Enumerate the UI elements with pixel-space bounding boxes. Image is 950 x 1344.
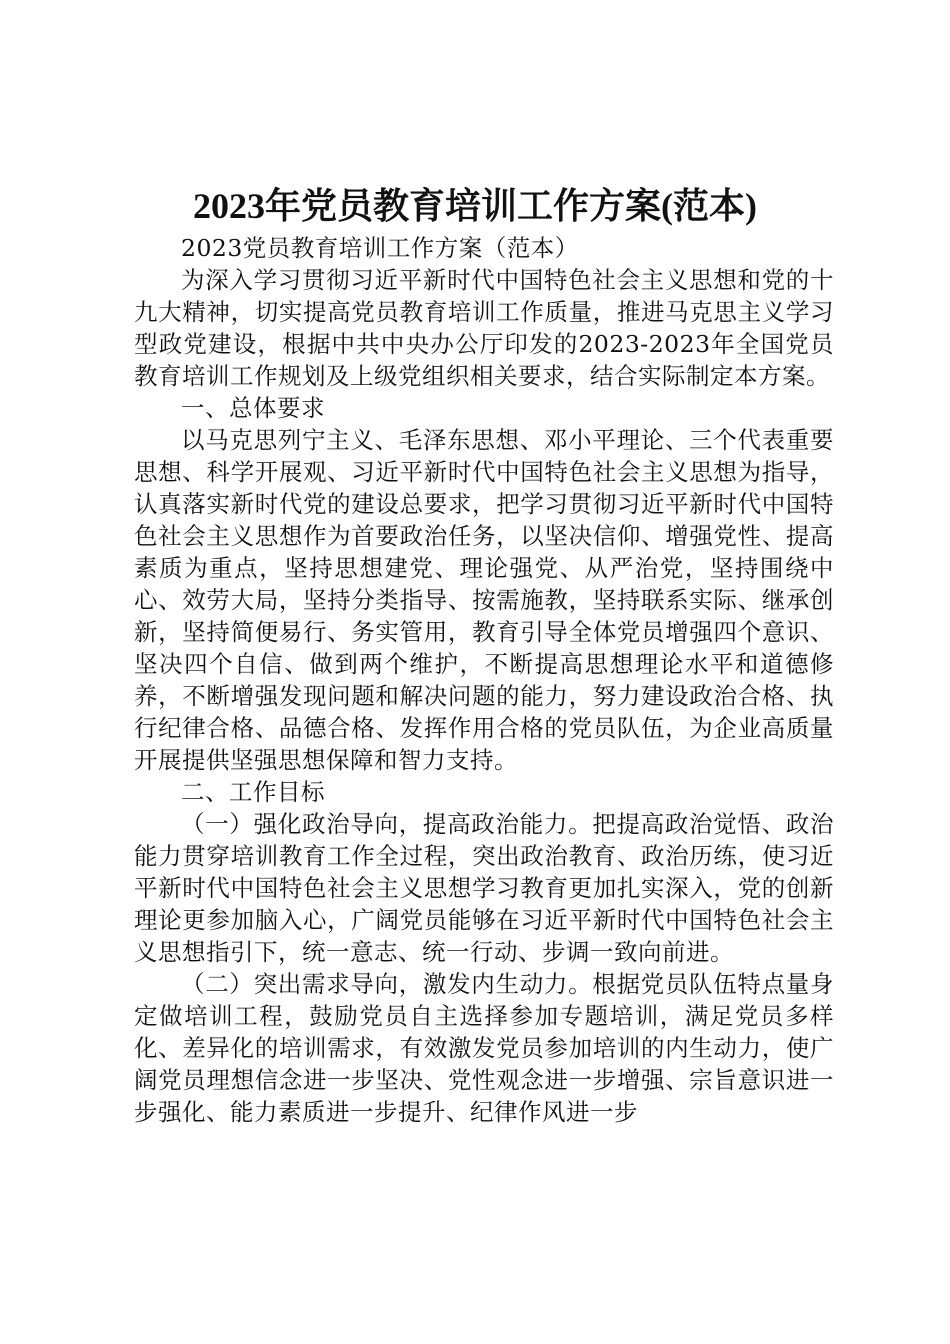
document-title: 2023年党员教育培训工作方案(范本): [193, 186, 757, 226]
goal-2-paragraph: （二）突出需求导向，激发内生动力。根据党员队伍特点量身定做培训工程，鼓励党员自主选择参加专题培训，满足党员多样化、差异化的培训需求，有效激发党员参加培训的内生动力，使广阔党员理想信念进一步坚决、党性观念进一步增强、宗旨意识进一步强化、能力素质进一步提升、纪律作风进一步: [134, 970, 834, 1126]
document-body: [134, 232, 834, 1128]
section-heading-general-requirements: 一、总体要求: [181, 394, 325, 422]
general-requirements-paragraph: 以马克思列宁主义、毛泽东思想、邓小平理论、三个代表重要思想、科学开展观、习近平新时代中国特色社会主义思想为指导，认真落实新时代党的建设总要求，把学习贯彻习近平新时代中国特色社会主义思想作为首要政治任务，以坚决信仰、增强党性、提高素质为重点，坚持思想建党、理论强党、从严治党，坚持围绕中心、效劳大局，坚持分类指导、按需施教，坚持联系实际、继承创新，坚持简便易行、务实管用，教育引导全体党员增强四个意识、坚决四个自信、做到两个维护，不断提高思想理论水平和道德修养，不断增强发现问题和解决问题的能力，努力建设政治合格、执行纪律合格、品德合格、发挥作用合格的党员队伍，为企业高质量开展提供坚强思想保障和智力支持。: [134, 426, 834, 774]
section-heading-work-goals: 二、工作目标: [181, 778, 325, 806]
subtitle-line: 2023党员教育培训工作方案（范本）: [181, 234, 579, 262]
goal-1-paragraph: （一）强化政治导向，提高政治能力。把提高政治觉悟、政治能力贯穿培训教育工作全过程，突出政治教育、政治历练，使习近平新时代中国特色社会主义思想学习教育更加扎实深入，党的创新理论更参加脑入心，广阔党员能够在习近平新时代中国特色社会主义思想指引下，统一意志、统一行动、步调一致向前进。: [134, 810, 834, 966]
intro-paragraph: 为深入学习贯彻习近平新时代中国特色社会主义思想和党的十九大精神，切实提高党员教育培训工作质量，推进马克思主义学习型政党建设，根据中共中央办公厅印发的2023-2023年全国党员教育培训工作规划及上级党组织相关要求，结合实际制定本方案。: [134, 266, 834, 390]
